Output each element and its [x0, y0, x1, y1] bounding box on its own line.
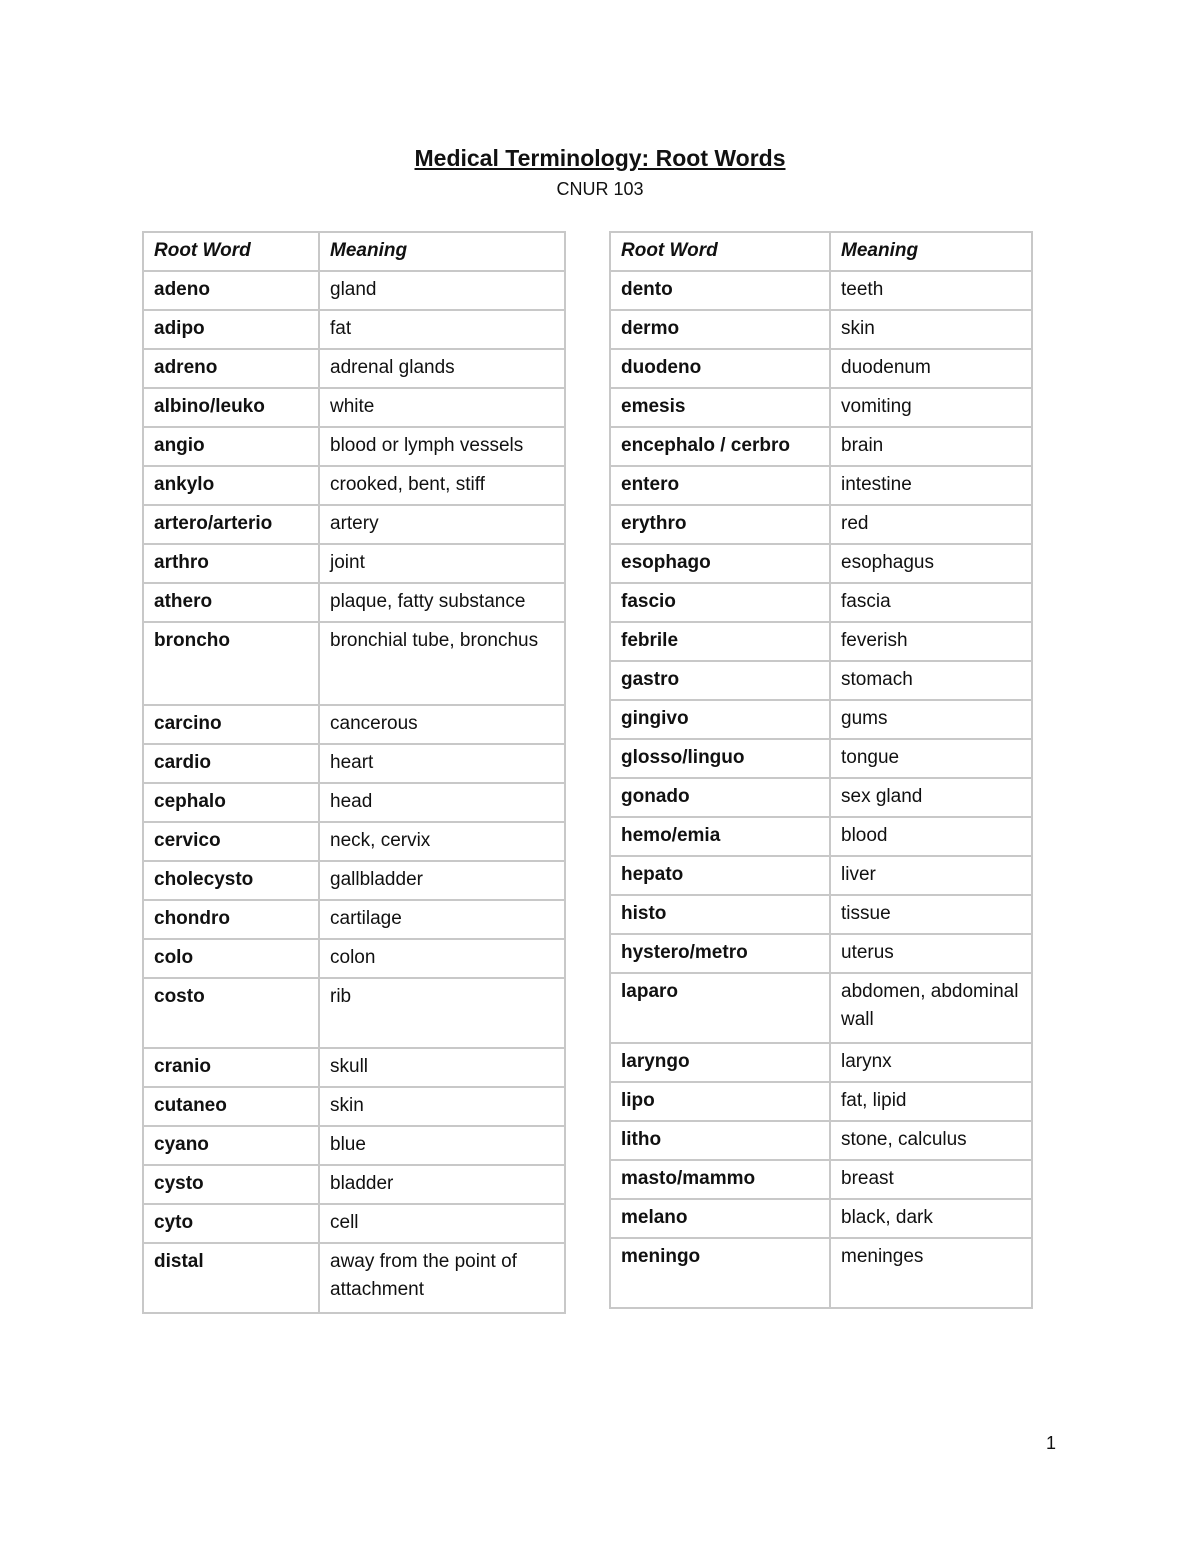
table-row — [610, 544, 1032, 583]
meaning-cell: tongue — [830, 739, 1032, 778]
table-header-row — [143, 232, 565, 271]
meaning-cell: neck, cervix — [319, 822, 565, 861]
meaning-cell: plaque, fatty substance — [319, 583, 565, 622]
table-row — [610, 1238, 1032, 1308]
table-row — [143, 622, 565, 705]
root-word-cell: adeno — [143, 271, 319, 310]
table-row — [610, 817, 1032, 856]
root-words-table-right — [609, 231, 1033, 1309]
meaning-cell: teeth — [830, 271, 1032, 310]
meaning-cell: cartilage — [319, 900, 565, 939]
table-row — [143, 466, 565, 505]
meaning-cell: bladder — [319, 1165, 565, 1204]
meaning-cell: white — [319, 388, 565, 427]
meaning-cell: joint — [319, 544, 565, 583]
root-word-cell: laryngo — [610, 1043, 830, 1082]
root-word-cell: adipo — [143, 310, 319, 349]
root-word-cell: cephalo — [143, 783, 319, 822]
table-row — [143, 978, 565, 1048]
meaning-cell: adrenal glands — [319, 349, 565, 388]
header-root-word: Root Word — [143, 232, 319, 271]
page-number: 1 — [1046, 1433, 1057, 1453]
root-word-cell: colo — [143, 939, 319, 978]
table-row — [610, 427, 1032, 466]
root-word-cell: distal — [143, 1243, 319, 1313]
root-word-cell: litho — [610, 1121, 830, 1160]
meaning-cell: larynx — [830, 1043, 1032, 1082]
meaning-cell: bronchial tube, bronchus — [319, 622, 565, 705]
meaning-cell: fat, lipid — [830, 1082, 1032, 1121]
table-row — [610, 349, 1032, 388]
table-row — [610, 1160, 1032, 1199]
table-row — [610, 388, 1032, 427]
meaning-cell: blue — [319, 1126, 565, 1165]
table-row — [610, 895, 1032, 934]
meaning-cell: duodenum — [830, 349, 1032, 388]
table-row — [610, 310, 1032, 349]
root-word-cell: melano — [610, 1199, 830, 1238]
table-row — [143, 1126, 565, 1165]
table-row — [143, 388, 565, 427]
root-word-cell: entero — [610, 466, 830, 505]
table-row — [610, 700, 1032, 739]
course-code: CNUR 103 — [556, 179, 644, 199]
root-word-cell: gingivo — [610, 700, 830, 739]
meaning-cell: fascia — [830, 583, 1032, 622]
root-word-cell: adreno — [143, 349, 319, 388]
root-word-cell: artero/arterio — [143, 505, 319, 544]
table-row — [610, 661, 1032, 700]
root-word-cell: cutaneo — [143, 1087, 319, 1126]
meaning-cell: skin — [319, 1087, 565, 1126]
table-row — [143, 1243, 565, 1313]
root-word-cell: hepato — [610, 856, 830, 895]
root-word-cell: lipo — [610, 1082, 830, 1121]
meaning-cell: black, dark — [830, 1199, 1032, 1238]
table-row — [143, 705, 565, 744]
meaning-cell: cell — [319, 1204, 565, 1243]
root-word-cell: cervico — [143, 822, 319, 861]
root-word-cell: encephalo / cerbro — [610, 427, 830, 466]
root-word-cell: esophago — [610, 544, 830, 583]
table-header-row — [610, 232, 1032, 271]
table-row — [610, 934, 1032, 973]
meaning-cell: breast — [830, 1160, 1032, 1199]
meaning-cell: crooked, bent, stiff — [319, 466, 565, 505]
meaning-cell: liver — [830, 856, 1032, 895]
meaning-cell: head — [319, 783, 565, 822]
table-row — [610, 973, 1032, 1043]
table-row — [610, 1199, 1032, 1238]
table-row — [143, 544, 565, 583]
meaning-cell: esophagus — [830, 544, 1032, 583]
root-word-cell: athero — [143, 583, 319, 622]
root-word-cell: costo — [143, 978, 319, 1048]
meaning-cell: vomiting — [830, 388, 1032, 427]
root-word-cell: cysto — [143, 1165, 319, 1204]
root-word-cell: cholecysto — [143, 861, 319, 900]
table-row — [143, 271, 565, 310]
root-word-cell: broncho — [143, 622, 319, 705]
table-row — [610, 622, 1032, 661]
table-row — [143, 349, 565, 388]
root-word-cell: cranio — [143, 1048, 319, 1087]
root-word-cell: cyano — [143, 1126, 319, 1165]
meaning-cell: sex gland — [830, 778, 1032, 817]
table-row — [143, 939, 565, 978]
table-row — [143, 861, 565, 900]
page-title: Medical Terminology: Root Words — [414, 145, 786, 171]
meaning-cell: gland — [319, 271, 565, 310]
root-word-cell: gastro — [610, 661, 830, 700]
table-row — [143, 583, 565, 622]
table-row — [143, 1204, 565, 1243]
root-word-cell: emesis — [610, 388, 830, 427]
root-word-cell: cardio — [143, 744, 319, 783]
root-word-cell: carcino — [143, 705, 319, 744]
meaning-cell: blood — [830, 817, 1032, 856]
meaning-cell: cancerous — [319, 705, 565, 744]
table-row — [610, 583, 1032, 622]
root-words-table-left — [142, 231, 566, 1314]
root-word-cell: gonado — [610, 778, 830, 817]
meaning-cell: red — [830, 505, 1032, 544]
table-row — [610, 739, 1032, 778]
root-word-cell: angio — [143, 427, 319, 466]
root-word-cell: ankylo — [143, 466, 319, 505]
root-word-cell: erythro — [610, 505, 830, 544]
root-word-cell: arthro — [143, 544, 319, 583]
meaning-cell: intestine — [830, 466, 1032, 505]
table-row — [610, 1121, 1032, 1160]
table-row — [143, 1048, 565, 1087]
meaning-cell: stone, calculus — [830, 1121, 1032, 1160]
meaning-cell: skull — [319, 1048, 565, 1087]
root-word-cell: laparo — [610, 973, 830, 1043]
table-row — [143, 900, 565, 939]
root-word-cell: albino/leuko — [143, 388, 319, 427]
meaning-cell: meninges — [830, 1238, 1032, 1308]
table-row — [143, 783, 565, 822]
table-row — [143, 505, 565, 544]
root-word-cell: fascio — [610, 583, 830, 622]
meaning-cell: stomach — [830, 661, 1032, 700]
meaning-cell: gums — [830, 700, 1032, 739]
table-row — [610, 271, 1032, 310]
header-meaning: Meaning — [319, 232, 565, 271]
meaning-cell: skin — [830, 310, 1032, 349]
table-row — [610, 505, 1032, 544]
meaning-cell: blood or lymph vessels — [319, 427, 565, 466]
table-row — [610, 778, 1032, 817]
table-row — [143, 1087, 565, 1126]
meaning-cell: brain — [830, 427, 1032, 466]
root-word-cell: histo — [610, 895, 830, 934]
meaning-cell: tissue — [830, 895, 1032, 934]
table-row — [610, 1043, 1032, 1082]
root-word-cell: glosso/linguo — [610, 739, 830, 778]
table-row — [143, 744, 565, 783]
root-word-cell: meningo — [610, 1238, 830, 1308]
root-word-cell: duodeno — [610, 349, 830, 388]
meaning-cell: colon — [319, 939, 565, 978]
root-word-cell: chondro — [143, 900, 319, 939]
root-word-cell: masto/mammo — [610, 1160, 830, 1199]
table-row — [610, 1082, 1032, 1121]
root-word-cell: dermo — [610, 310, 830, 349]
root-word-cell: hystero/metro — [610, 934, 830, 973]
table-row — [610, 856, 1032, 895]
meaning-cell: gallbladder — [319, 861, 565, 900]
meaning-cell: abdomen, abdominal wall — [830, 973, 1032, 1043]
root-word-cell: hemo/emia — [610, 817, 830, 856]
root-word-cell: cyto — [143, 1204, 319, 1243]
table-row — [143, 822, 565, 861]
table-row — [610, 466, 1032, 505]
root-word-cell: dento — [610, 271, 830, 310]
table-row — [143, 1165, 565, 1204]
meaning-cell: rib — [319, 978, 565, 1048]
meaning-cell: artery — [319, 505, 565, 544]
meaning-cell: uterus — [830, 934, 1032, 973]
header-meaning: Meaning — [830, 232, 1032, 271]
meaning-cell: feverish — [830, 622, 1032, 661]
table-row — [143, 310, 565, 349]
meaning-cell: fat — [319, 310, 565, 349]
meaning-cell: away from the point of attachment — [319, 1243, 565, 1313]
table-row — [143, 427, 565, 466]
header-root-word: Root Word — [610, 232, 830, 271]
meaning-cell: heart — [319, 744, 565, 783]
root-word-cell: febrile — [610, 622, 830, 661]
